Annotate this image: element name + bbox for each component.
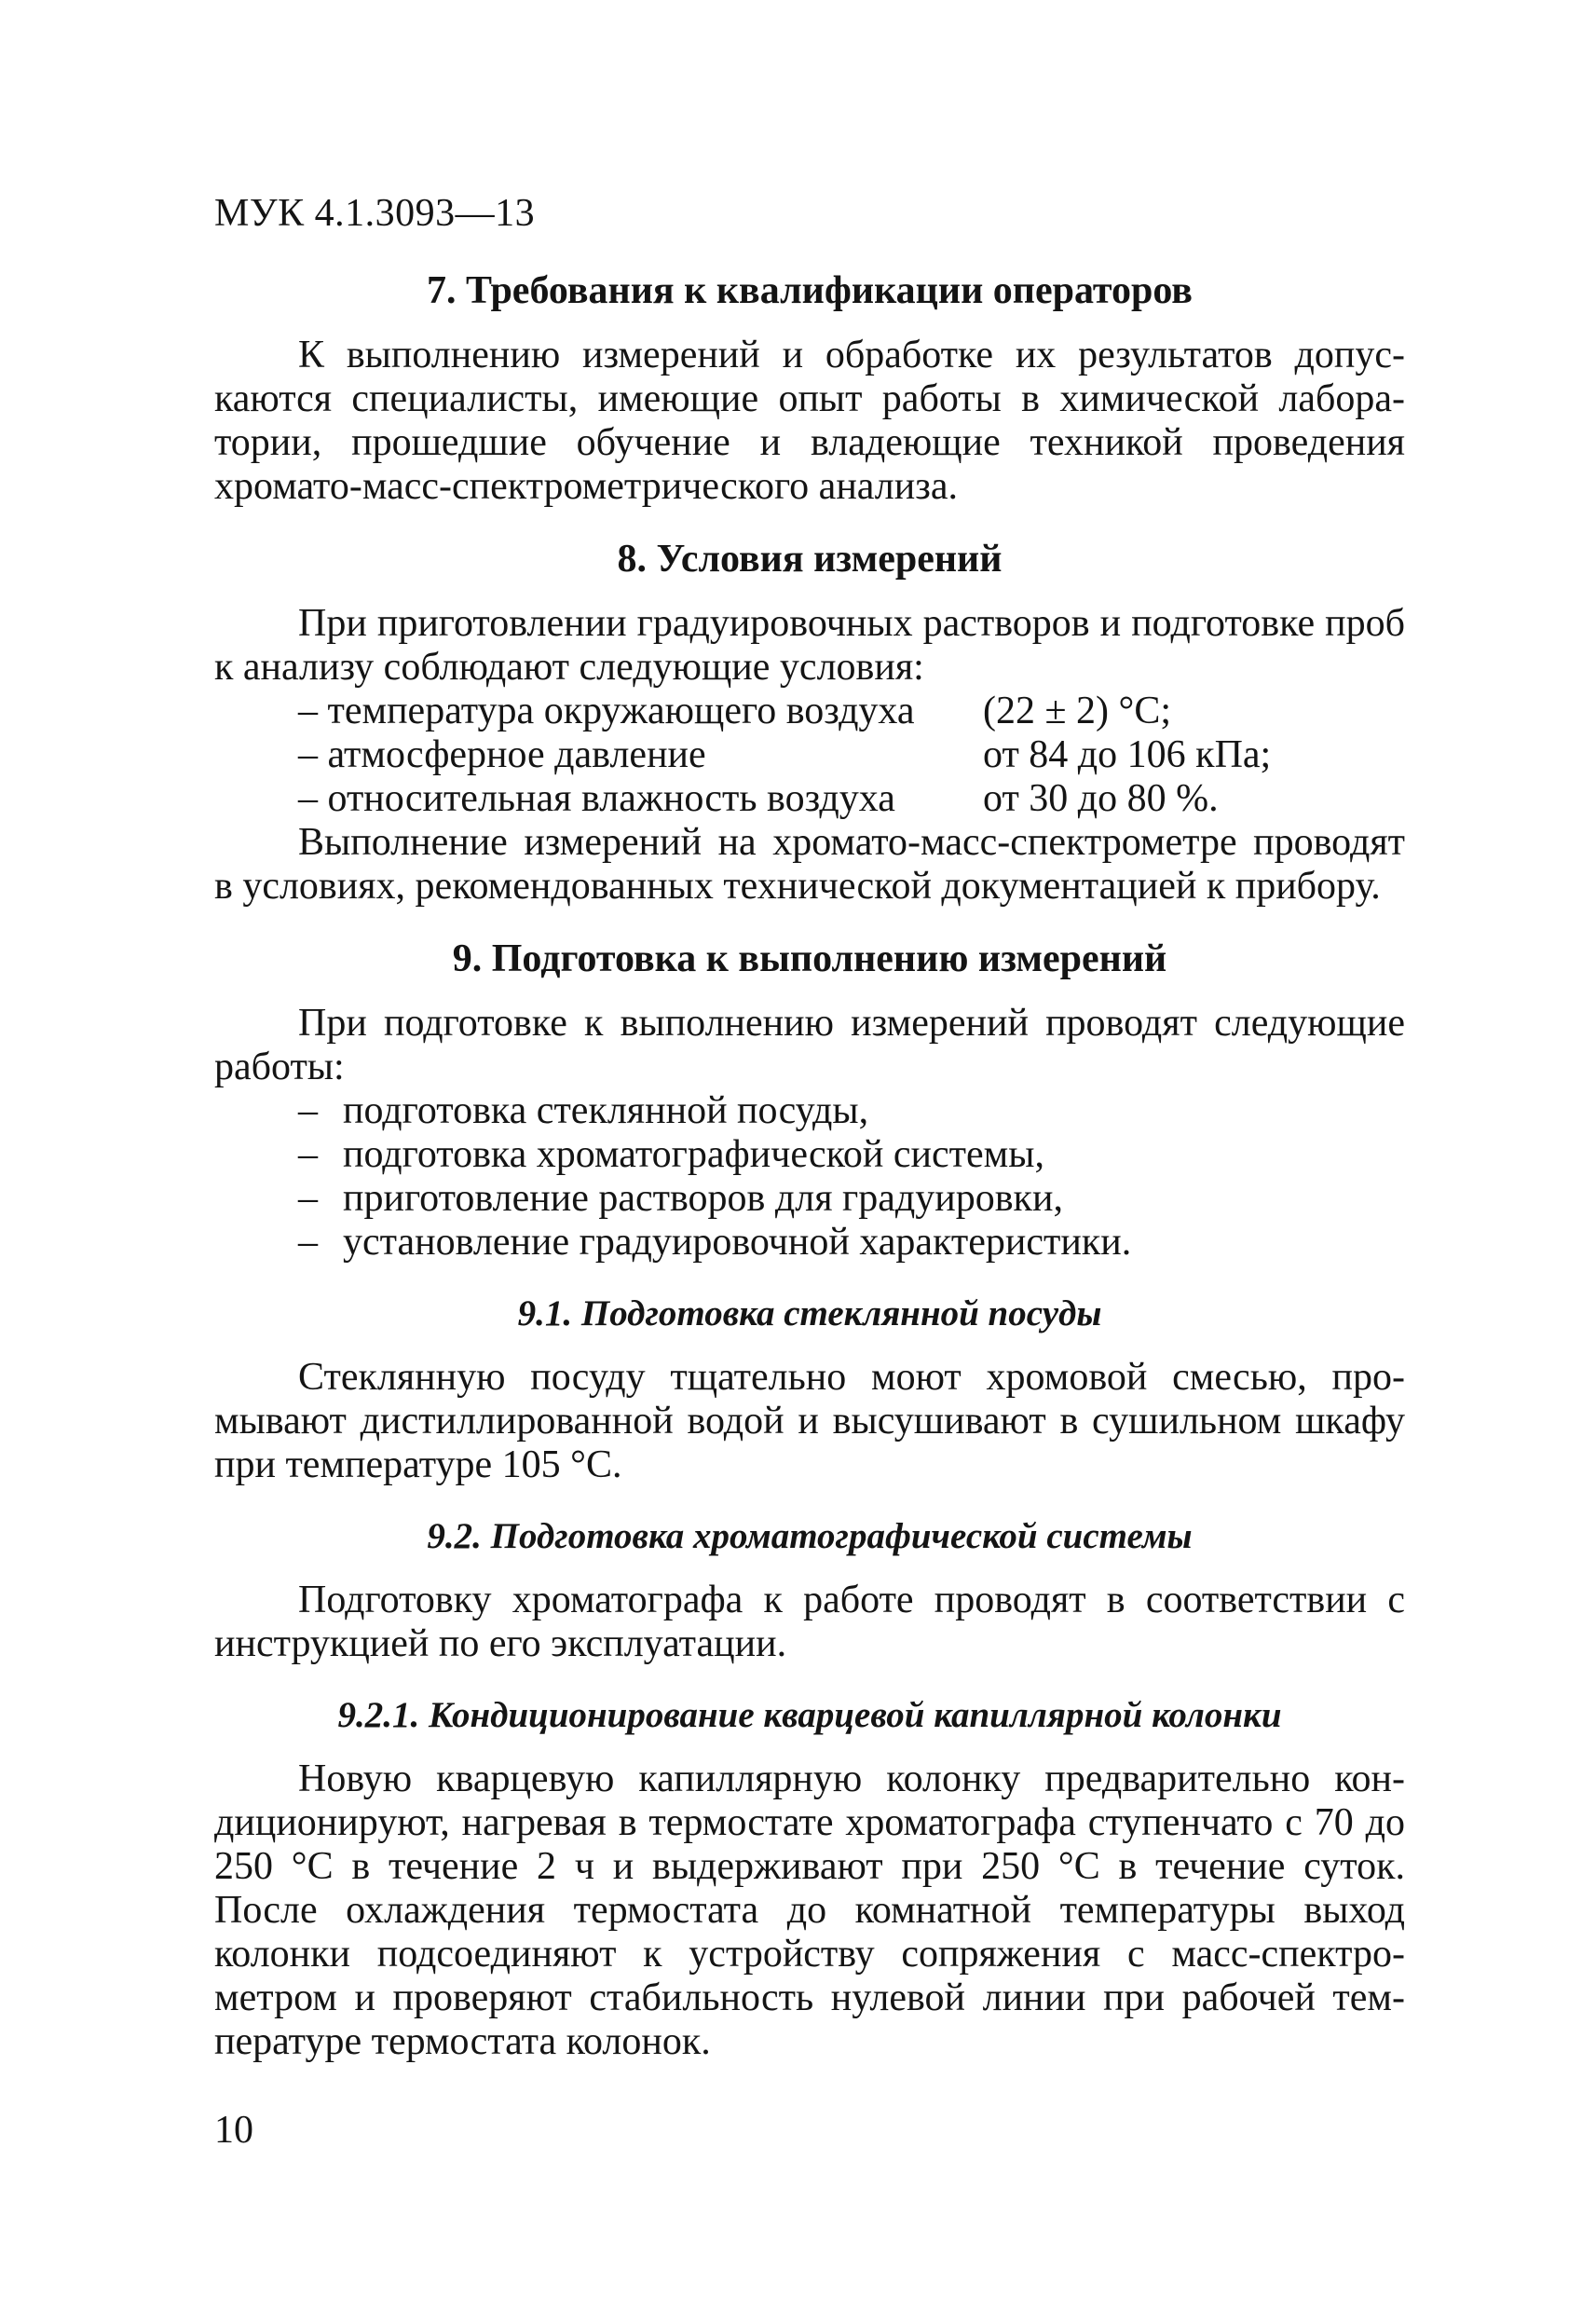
section-9-2-1-paragraph: Новую кварцевую капиллярную колонку предварительно кондиционируют, нагревая в термостате хроматографа ступенчато с 70 до 250 °С в течение 2 ч и выдерживают при 250 °С в течение суток. После охлаждения термостата до комнатной температуры выход колонки подсоединяют к устройству сопряжения с масс-спектрометром и проверяют стабильность нулевой линии при рабочей температуре термостата колонок. <box>214 1757 1405 2063</box>
list-item <box>214 1089 1405 1133</box>
list-item <box>214 1221 1405 1265</box>
section-8-intro: При приготовлении градуировочных растворов и подготовке проб к анализу соблюдают следующие условия: <box>214 602 1405 689</box>
page-number: 10 <box>214 2109 253 2152</box>
condition-value: от 84 до 106 кПа; <box>983 733 1272 776</box>
section-9-2-paragraph: Подготовку хроматографа к работе проводят в соответствии с инструкцией по его эксплуатации. <box>214 1579 1405 1665</box>
section-7-paragraph: К выполнению измерений и обработке их результатов допускаются специалисты, имеющие опыт работы в химической лаборатории, прошедшие обучение и владеющие техникой проведения хромато-масс-спектрометрического анализа. <box>214 334 1405 508</box>
section-9-2-heading: 9.2. Подготовка хроматографической системы <box>427 1516 1193 1556</box>
section-9-1-paragraph: Стеклянную посуду тщательно моют хромовой смесью, промывают дистиллированной водой и высушивают в сушильном шкафу при температуре 105 °С. <box>214 1356 1405 1486</box>
list-dash: – <box>298 1133 318 1176</box>
section-9-heading: 9. Подготовка к выполнению измерений <box>452 937 1167 980</box>
document-code: МУК 4.1.3093—13 <box>214 192 536 235</box>
condition-value: от 30 до 80 %. <box>983 777 1219 820</box>
condition-row <box>214 777 1405 821</box>
list-item-text: подготовка хроматографической системы, <box>343 1133 1044 1176</box>
list-dash: – <box>298 1089 318 1132</box>
list-item <box>214 1177 1405 1221</box>
list-dash: – <box>298 1177 318 1220</box>
condition-label: – относительная влажность воздуха <box>298 777 895 820</box>
condition-value: (22 ± 2) °С; <box>983 690 1172 732</box>
list-item-text: установление градуировочной характеристики. <box>343 1221 1132 1264</box>
section-7-heading: 7. Требования к квалификации операторов <box>427 269 1193 312</box>
list-item-text: подготовка стеклянной посуды, <box>343 1089 869 1132</box>
condition-label: – температура окружающего воздуха <box>298 690 915 732</box>
document-body <box>214 268 1405 2064</box>
condition-row <box>214 690 1405 733</box>
section-8-heading: 8. Условия измерений <box>617 538 1003 581</box>
section-9-1-heading: 9.1. Подготовка стеклянной посуды <box>517 1293 1102 1333</box>
section-9-intro: При подготовке к выполнению измерений проводят следующие работы: <box>214 1002 1405 1088</box>
list-dash: – <box>298 1221 318 1264</box>
list-item-text: приготовление растворов для градуировки, <box>343 1177 1063 1220</box>
list-item <box>214 1133 1405 1177</box>
condition-label: – атмосферное давление <box>298 733 706 776</box>
section-8-outro: Выполнение измерений на хромато-масс-спектрометре проводят в условиях, рекомендованных технической документацией к прибору. <box>214 821 1405 908</box>
section-9-2-1-heading: 9.2.1. Кондиционирование кварцевой капиллярной колонки <box>337 1695 1282 1735</box>
condition-row <box>214 733 1405 777</box>
